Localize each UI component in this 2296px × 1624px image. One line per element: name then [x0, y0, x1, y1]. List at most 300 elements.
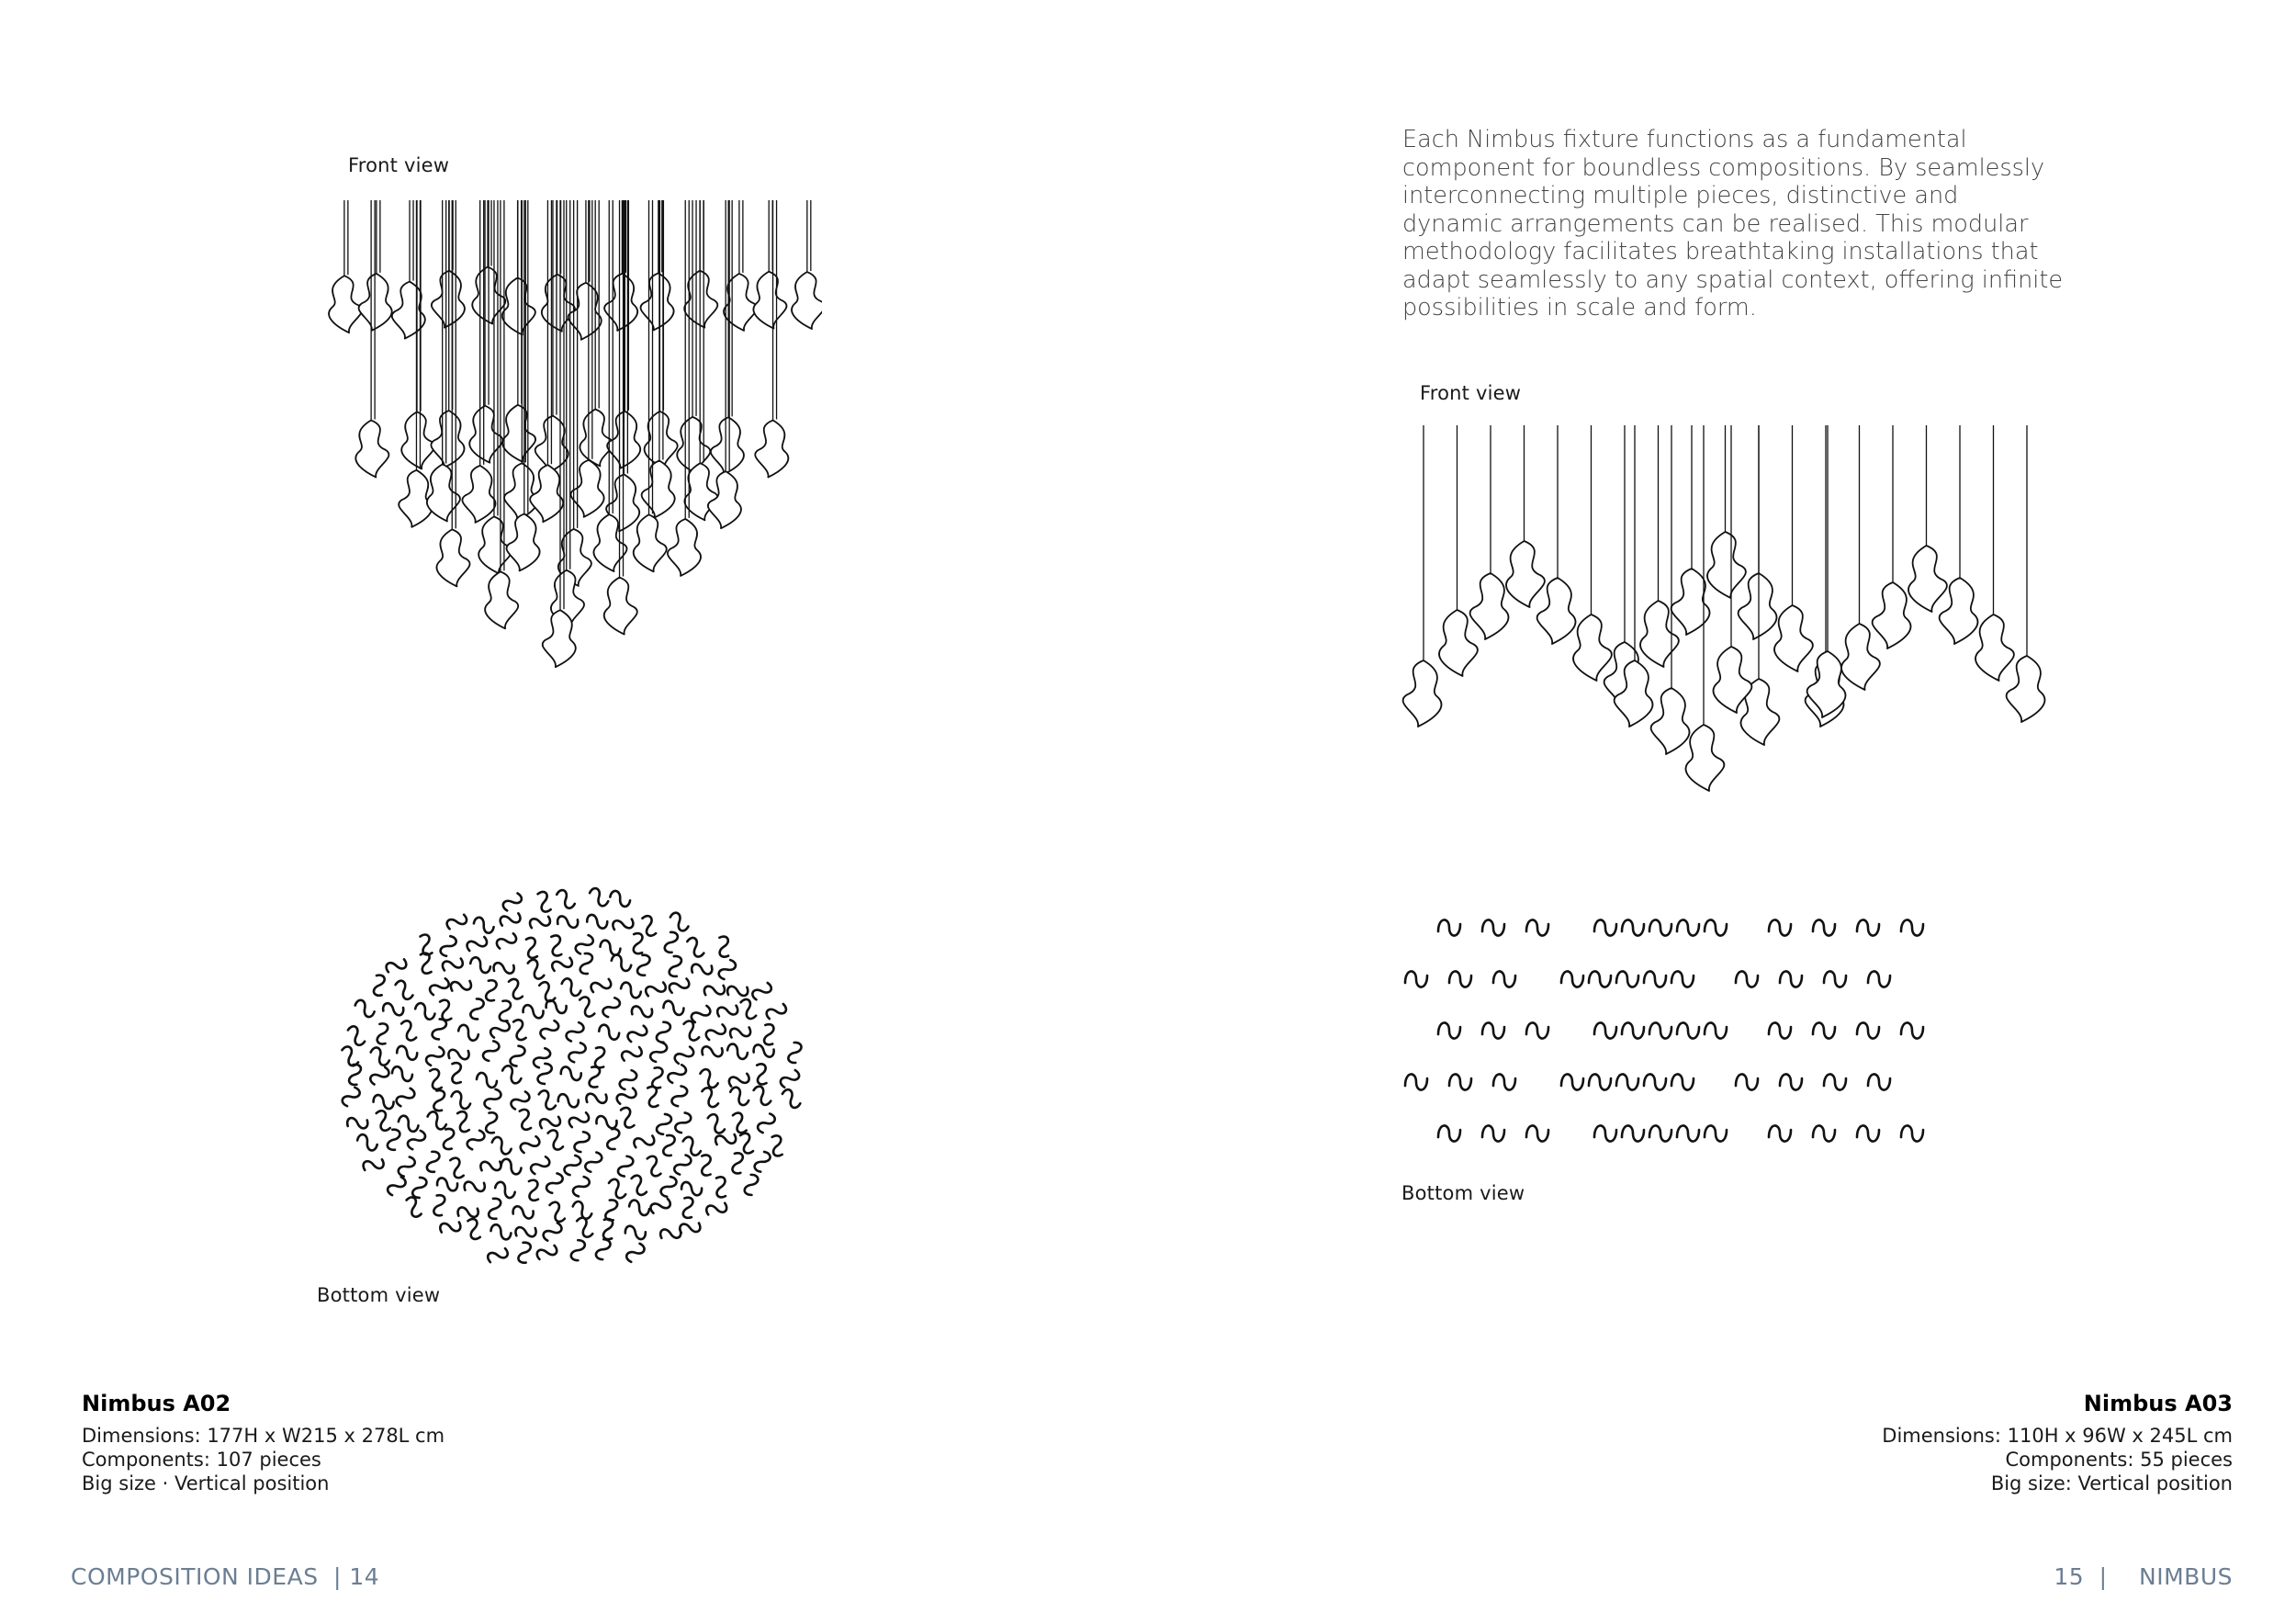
pendant-bottom-mark — [1493, 971, 1515, 987]
pendant-bottom-mark — [535, 1240, 558, 1264]
pendant-bottom-mark — [368, 1064, 390, 1088]
pendant-piece — [543, 610, 576, 667]
pendant-bottom-mark — [1769, 1022, 1791, 1038]
pendant-bottom-mark — [373, 1022, 391, 1045]
pendant-bottom-mark — [644, 977, 668, 1001]
pendant-bottom-mark — [361, 1154, 386, 1176]
pendant-bottom-mark — [571, 1240, 585, 1260]
pendant-bottom-mark — [344, 1024, 369, 1047]
pendant-bottom-mark — [398, 1155, 416, 1178]
pendant-piece — [399, 470, 432, 527]
pendant-bottom-mark — [574, 1131, 591, 1153]
pendant-bottom-mark — [486, 1244, 510, 1268]
pendant-bottom-mark — [1526, 919, 1548, 935]
pendant-bottom-mark — [544, 1128, 568, 1152]
pendant-bottom-mark — [1493, 1074, 1515, 1089]
pendant-bottom-mark — [1857, 1022, 1879, 1038]
pendant-bottom-mark — [704, 1112, 729, 1135]
pendant-bottom-mark — [605, 1128, 622, 1150]
pendant-piece — [1651, 688, 1690, 754]
pendant-bottom-mark — [680, 1135, 704, 1157]
pendant-bottom-mark — [666, 1062, 687, 1086]
pendant-bottom-mark — [482, 1040, 501, 1063]
pendant-bottom-mark — [726, 1043, 748, 1060]
pendant-bottom-mark — [627, 931, 648, 955]
pendant-bottom-mark — [751, 1062, 773, 1086]
footer-right — [2054, 1563, 2233, 1590]
pendant-piece — [507, 513, 540, 570]
pendant-piece — [329, 276, 362, 333]
pendant-bottom-mark — [496, 999, 514, 1022]
pendant-bottom-mark — [539, 1018, 561, 1042]
pendant-bottom-mark — [1482, 1125, 1504, 1141]
pendant-bottom-mark — [533, 889, 557, 913]
pendant-piece — [1975, 615, 2014, 681]
pendant-piece — [431, 411, 464, 468]
pendant-bottom-mark — [439, 1127, 458, 1150]
pendant-piece — [355, 421, 388, 478]
pendant-bottom-mark — [1677, 1125, 1699, 1141]
pendant-bottom-mark — [397, 1115, 419, 1133]
pendant-piece — [604, 578, 637, 635]
pendant-bottom-mark — [744, 1175, 759, 1196]
pendant-bottom-mark — [617, 1156, 634, 1178]
pendant-bottom-mark — [424, 1067, 447, 1092]
footer-separator-left: | — [333, 1563, 342, 1590]
pendant-bottom-mark — [680, 1019, 703, 1043]
pendant-bottom-mark — [391, 1066, 412, 1081]
pendant-bottom-mark — [368, 1046, 392, 1067]
pendant-bottom-mark — [386, 1129, 402, 1151]
pendant-bottom-mark — [521, 936, 544, 961]
pendant-bottom-mark — [563, 1154, 581, 1177]
pendant-bottom-mark — [701, 1042, 725, 1061]
pendant-bottom-mark — [535, 980, 560, 1004]
pendant-bottom-mark — [750, 979, 773, 1004]
pendant-bottom-mark — [648, 1194, 672, 1218]
pendant-bottom-mark — [523, 1004, 544, 1019]
pendant-bottom-mark — [483, 1088, 501, 1111]
pendant-piece — [753, 272, 786, 329]
pendant-bottom-mark — [754, 1151, 771, 1173]
pendant-bottom-mark — [704, 1198, 729, 1221]
pendant-bottom-mark — [587, 886, 611, 908]
pendant-bottom-mark — [535, 1088, 559, 1111]
pendant-bottom-mark — [667, 974, 691, 998]
pendant-piece — [504, 463, 537, 520]
pendant-bottom-mark — [620, 1042, 644, 1066]
pendant-bottom-mark — [1705, 1022, 1727, 1038]
pendant-bottom-mark — [487, 1198, 503, 1220]
pendant-bottom-mark — [490, 1224, 512, 1240]
pendant-piece — [711, 417, 744, 474]
pendant-bottom-mark — [500, 1065, 523, 1085]
pendant-bottom-mark — [727, 1086, 751, 1107]
pendant-bottom-mark — [675, 1111, 692, 1133]
footer-brand: NIMBUS — [2139, 1563, 2233, 1590]
pendant-bottom-mark — [529, 1153, 551, 1178]
pendant-bottom-mark — [1705, 1125, 1727, 1141]
pendant-piece — [634, 514, 667, 571]
pendant-bottom-mark — [695, 1153, 716, 1177]
pendant-bottom-mark — [600, 940, 621, 955]
pendant-piece — [1403, 660, 1442, 727]
intro-paragraph — [1402, 126, 2064, 322]
pendant-bottom-mark — [370, 974, 388, 997]
pendant-bottom-mark — [1671, 1074, 1694, 1089]
pendant-bottom-mark — [561, 1066, 582, 1081]
pendant-bottom-mark — [589, 974, 613, 998]
pendant-bottom-mark — [1813, 919, 1835, 935]
pendant-bottom-mark — [1780, 971, 1802, 987]
footer-page-number-left: 14 — [349, 1563, 380, 1590]
pendant-bottom-mark — [392, 979, 417, 1001]
pendant-bottom-mark — [430, 1194, 448, 1217]
pendant-bottom-mark — [717, 958, 737, 982]
footer-left — [71, 1563, 379, 1590]
pendant-bottom-mark — [1857, 919, 1879, 935]
nimbus-a03-bottom-drawing — [1396, 900, 2066, 1148]
pendant-bottom-mark — [1649, 1125, 1671, 1141]
pendant-bottom-mark — [1705, 919, 1727, 935]
pendant-bottom-mark — [568, 1041, 587, 1065]
pendant-bottom-mark — [1482, 919, 1504, 935]
pendant-bottom-mark — [630, 1002, 653, 1021]
pendant-bottom-mark — [528, 911, 553, 934]
pendant-bottom-mark — [501, 890, 523, 915]
pendant-bottom-mark — [667, 911, 691, 932]
pendant-bottom-mark — [353, 998, 377, 1018]
pendant-bottom-mark — [1769, 919, 1791, 935]
pendant-piece — [2007, 656, 2045, 722]
pendant-bottom-mark — [545, 1200, 568, 1224]
pendant-bottom-mark — [425, 1151, 442, 1173]
front-view-label-a03: Front view — [1420, 382, 1522, 404]
nimbus-a02-front-drawing — [326, 193, 822, 790]
pendant-bottom-mark — [764, 999, 788, 1023]
pendant-bottom-mark — [546, 999, 567, 1015]
pendant-bottom-mark — [759, 1022, 779, 1046]
pendant-piece — [1470, 573, 1509, 639]
pendant-bottom-mark — [557, 1093, 579, 1108]
pendant-bottom-mark — [434, 998, 457, 1022]
pendant-bottom-mark — [473, 917, 495, 934]
pendant-bottom-mark — [1526, 1125, 1548, 1141]
pendant-bottom-mark — [1438, 1125, 1460, 1141]
pendant-bottom-mark — [690, 959, 714, 978]
dimensions-a02: Dimensions: 177H x W215 x 278L cm — [82, 1425, 445, 1447]
pendant-bottom-mark — [501, 1158, 523, 1175]
pendant-bottom-mark — [584, 1088, 608, 1109]
pendant-bottom-mark — [395, 1085, 417, 1109]
pendant-piece — [1506, 541, 1545, 607]
pendant-bottom-mark — [341, 1085, 361, 1109]
pendant-bottom-mark — [428, 975, 451, 999]
pendant-bottom-mark — [602, 1199, 620, 1221]
dimensions-a03: Dimensions: 110H x 96W x 245L cm — [1882, 1425, 2233, 1447]
footer-section-title: COMPOSITION IDEAS — [71, 1563, 319, 1590]
pendant-bottom-mark — [610, 953, 633, 972]
pendant-bottom-mark — [1526, 1022, 1548, 1038]
pendant-bottom-mark — [346, 1064, 364, 1086]
pendant-bottom-mark — [671, 1085, 688, 1107]
pendant-bottom-mark — [1622, 1125, 1644, 1141]
pendant-bottom-mark — [1824, 971, 1846, 987]
bottom-view-label-a02: Bottom view — [317, 1284, 441, 1306]
pendant-bottom-mark — [1589, 971, 1611, 987]
pendant-bottom-mark — [449, 975, 474, 997]
pendant-bottom-mark — [1769, 1125, 1791, 1141]
pendant-bottom-mark — [578, 953, 594, 975]
pendant-bottom-mark — [664, 931, 679, 953]
pendant-bottom-mark — [657, 1113, 672, 1134]
pendant-bottom-mark — [1736, 1074, 1758, 1089]
pendant-bottom-mark — [537, 1064, 551, 1084]
pendant-piece — [1707, 532, 1746, 598]
pendant-bottom-mark — [1405, 971, 1427, 987]
pendant-bottom-mark — [642, 1154, 666, 1178]
position-a02: Big size · Vertical position — [82, 1472, 330, 1494]
pendant-bottom-mark — [452, 1110, 475, 1134]
pendant-bottom-mark — [533, 1046, 552, 1069]
pendant-bottom-mark — [585, 1066, 603, 1088]
pendant-bottom-mark — [440, 935, 457, 957]
pendant-bottom-mark — [495, 929, 519, 953]
pendant-piece — [792, 272, 822, 329]
pendant-piece — [708, 471, 741, 528]
pendant-bottom-mark — [779, 1066, 801, 1091]
pendant-piece — [1774, 605, 1813, 671]
pendant-bottom-mark — [1482, 1022, 1504, 1038]
pendant-bottom-mark — [667, 955, 683, 977]
pendant-piece — [1841, 624, 1880, 690]
pendant-bottom-mark — [710, 1175, 731, 1199]
pendant-bottom-mark — [494, 1181, 517, 1199]
pendant-bottom-mark — [1561, 1074, 1583, 1089]
pendant-bottom-mark — [673, 1043, 696, 1067]
pendant-bottom-mark — [1438, 919, 1460, 935]
pendant-bottom-mark — [384, 954, 409, 978]
pendant-piece — [755, 421, 788, 478]
pendant-bottom-mark — [523, 1179, 544, 1202]
pendant-bottom-mark — [698, 1086, 723, 1109]
pendant-piece — [436, 529, 469, 586]
pendant-bottom-mark — [478, 1156, 502, 1177]
pendant-bottom-mark — [514, 1222, 538, 1242]
pendant-bottom-mark — [1677, 1022, 1699, 1038]
pendant-bottom-mark — [510, 1045, 525, 1066]
pendant-piece — [571, 460, 604, 517]
pendant-bottom-mark — [1449, 1074, 1471, 1089]
pendant-bottom-mark — [572, 1175, 591, 1198]
pendant-bottom-mark — [425, 1111, 449, 1131]
pendant-bottom-mark — [779, 1088, 803, 1110]
pendant-bottom-mark — [550, 953, 574, 976]
pendant-piece — [432, 271, 465, 328]
pendant-piece — [502, 277, 535, 334]
pendant-bottom-mark — [465, 932, 489, 956]
pendant-bottom-mark — [715, 999, 740, 1021]
pendant-bottom-mark — [1901, 919, 1923, 935]
pendant-bottom-mark — [611, 913, 636, 935]
pendant-piece — [1573, 615, 1612, 681]
pendant-bottom-mark — [727, 1111, 751, 1134]
pendant-bottom-mark — [1622, 919, 1644, 935]
footer-separator-right: | — [2099, 1563, 2108, 1590]
pendant-bottom-mark — [1736, 971, 1758, 987]
pendant-bottom-mark — [787, 1042, 802, 1063]
pendant-bottom-mark — [1644, 971, 1666, 987]
bottom-view-label-a03: Bottom view — [1401, 1182, 1525, 1204]
pendant-bottom-mark — [445, 1156, 469, 1179]
pendant-bottom-mark — [512, 1204, 535, 1221]
pendant-bottom-mark — [559, 977, 583, 998]
pendant-bottom-mark — [503, 977, 527, 1001]
position-a03: Big size: Vertical position — [1990, 1472, 2233, 1494]
pendant-bottom-mark — [697, 1067, 722, 1089]
pendant-bottom-mark — [466, 1128, 486, 1152]
pendant-bottom-mark — [374, 1095, 394, 1109]
pendant-bottom-mark — [445, 909, 468, 933]
pendant-bottom-mark — [681, 1181, 703, 1196]
pendant-piece — [641, 273, 674, 330]
pendant-bottom-mark — [1813, 1022, 1835, 1038]
pendant-bottom-mark — [509, 1088, 531, 1113]
pendant-bottom-mark — [1857, 1125, 1879, 1141]
pendant-bottom-mark — [346, 1113, 369, 1133]
pendant-bottom-mark — [567, 1108, 591, 1132]
pendant-bottom-mark — [1449, 971, 1471, 987]
pendant-bottom-mark — [1901, 1022, 1923, 1038]
pendant-bottom-mark — [625, 1241, 646, 1265]
pendant-bottom-mark — [1649, 919, 1671, 935]
pendant-bottom-mark — [1868, 971, 1890, 987]
pendant-bottom-mark — [625, 1225, 646, 1240]
pendant-bottom-mark — [463, 1177, 487, 1197]
pendant-bottom-mark — [508, 1018, 531, 1043]
pendant-bottom-mark — [627, 1173, 651, 1197]
product-title-a02: Nimbus A02 — [82, 1391, 231, 1416]
components-a03: Components: 55 pieces — [2005, 1449, 2233, 1471]
nimbus-a02-bottom-drawing — [326, 882, 840, 1277]
pendant-bottom-mark — [1671, 971, 1694, 987]
pendant-bottom-mark — [516, 1242, 533, 1264]
pendant-piece — [1873, 582, 1911, 648]
pendant-bottom-mark — [660, 1134, 678, 1157]
pendant-bottom-mark — [735, 1131, 759, 1156]
pendant-bottom-mark — [587, 915, 607, 929]
pendant-bottom-mark — [490, 1136, 513, 1156]
pendant-bottom-mark — [703, 979, 726, 1001]
pendant-bottom-mark — [714, 934, 735, 958]
pendant-bottom-mark — [575, 995, 599, 1019]
pendant-bottom-mark — [412, 1178, 426, 1198]
pendant-bottom-mark — [1868, 1074, 1890, 1089]
pendant-bottom-mark — [397, 1019, 421, 1043]
pendant-piece — [1537, 578, 1576, 644]
pendant-bottom-mark — [438, 1216, 463, 1238]
pendant-bottom-mark — [457, 1024, 479, 1042]
pendant-bottom-mark — [1594, 1125, 1616, 1141]
pendant-bottom-mark — [424, 1044, 445, 1068]
pendant-bottom-mark — [476, 1073, 497, 1088]
pendant-piece — [401, 412, 434, 468]
pendant-bottom-mark — [628, 1200, 650, 1216]
intro-text: Each Nimbus fixture functions as a fundamental component for boundless compositions. By seamlessly interconnecting multiple pieces, distinctive and dynamic arrangements can be realised. This modular methodology facilitates breathtaking installations that adapt seamlessly to any spatial context, offering infinite possibilities in scale and form. — [1402, 126, 2064, 321]
product-title-a03: Nimbus A03 — [2083, 1391, 2233, 1416]
pendant-bottom-mark — [584, 1150, 602, 1173]
pendant-bottom-mark — [519, 1133, 542, 1157]
pendant-bottom-mark — [542, 1220, 564, 1245]
pendant-piece — [580, 409, 613, 466]
pendant-bottom-mark — [660, 1176, 678, 1198]
pendant-bottom-mark — [1780, 1074, 1802, 1089]
pendant-bottom-mark — [1594, 1022, 1616, 1038]
pendant-piece — [530, 465, 563, 522]
pendant-bottom-mark — [609, 890, 631, 908]
pendant-piece — [668, 519, 701, 576]
pendant-bottom-mark — [1405, 1074, 1427, 1089]
pendant-bottom-mark — [750, 1085, 775, 1107]
pendant-bottom-mark — [498, 908, 523, 930]
pendant-bottom-mark — [447, 1044, 471, 1065]
pendant-bottom-mark — [605, 1178, 630, 1201]
pendant-bottom-mark — [625, 1021, 648, 1046]
pendant-bottom-mark — [1438, 1022, 1460, 1038]
pendant-bottom-mark — [1813, 1125, 1835, 1141]
pendant-bottom-mark — [554, 888, 578, 909]
pendant-bottom-mark — [599, 1024, 620, 1040]
spec-block-a03 — [1882, 1391, 2233, 1495]
pendant-bottom-mark — [572, 1215, 597, 1239]
pendant-bottom-mark — [436, 1177, 457, 1192]
pendant-piece — [502, 405, 535, 462]
pendant-bottom-mark — [757, 1111, 777, 1135]
pendant-piece — [485, 571, 518, 628]
pendant-bottom-mark — [620, 982, 642, 998]
pendant-bottom-mark — [728, 1152, 748, 1175]
pendant-bottom-mark — [663, 1001, 683, 1015]
pendant-bottom-mark — [482, 979, 501, 1002]
pendant-bottom-mark — [557, 913, 580, 930]
pendant-bottom-mark — [401, 1195, 425, 1219]
pendant-bottom-mark — [1589, 1074, 1611, 1089]
pendant-bottom-mark — [1616, 1074, 1638, 1089]
pendant-bottom-mark — [618, 1068, 637, 1092]
pendant-piece — [1908, 546, 1947, 612]
pendant-bottom-mark — [602, 996, 621, 1020]
pendant-bottom-mark — [636, 954, 652, 976]
front-view-label-a02: Front view — [348, 154, 450, 176]
pendant-bottom-mark — [462, 1217, 485, 1242]
pendant-piece — [1739, 573, 1777, 639]
pendant-bottom-mark — [469, 957, 491, 974]
pendant-piece — [1686, 725, 1725, 791]
pendant-bottom-mark — [565, 1020, 585, 1043]
pendant-bottom-mark — [657, 1022, 670, 1043]
pendant-bottom-mark — [673, 1153, 692, 1176]
pendant-bottom-mark — [492, 959, 515, 977]
pendant-bottom-mark — [546, 933, 568, 958]
pendant-bottom-mark — [683, 936, 708, 959]
pendant-bottom-mark — [546, 1172, 564, 1195]
pendant-bottom-mark — [1649, 1022, 1671, 1038]
nimbus-a03-front-drawing — [1396, 418, 2066, 822]
pendant-bottom-mark — [614, 1084, 638, 1109]
pendant-bottom-mark — [1644, 1074, 1666, 1089]
pendant-bottom-mark — [482, 1111, 501, 1134]
pendant-bottom-mark — [413, 1002, 436, 1021]
